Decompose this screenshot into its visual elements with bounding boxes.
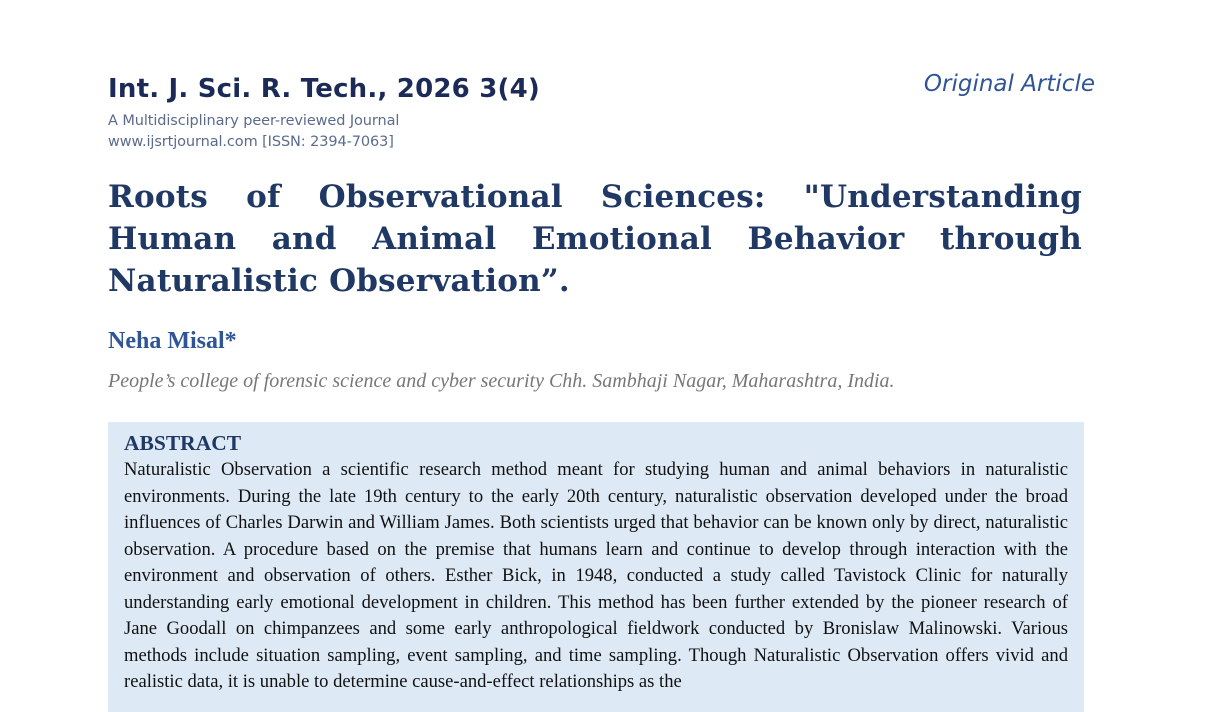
- abstract-box: [108, 422, 1084, 712]
- journal-tagline: A Multidisciplinary peer-reviewed Journal: [108, 113, 400, 129]
- author-affiliation: People’s college of forensic science and cyber security Chh. Sambhaji Nagar, Maharashtra, India.: [108, 370, 895, 392]
- author-name: Neha Misal*: [108, 328, 237, 354]
- paper-title: Roots of Observational Sciences: "Understanding Human and Animal Emotional Behavior through Naturalistic Observation”.: [108, 179, 1082, 299]
- abstract-heading: ABSTRACT: [124, 431, 242, 455]
- journal-title: Int. J. Sci. R. Tech., 2026 3(4): [108, 74, 540, 104]
- abstract-text: Naturalistic Observation a scientific research method meant for studying human and animal behaviors in naturalistic environments. During the late 19th century to the early 20th century, naturalistic observation developed under the broad influences of Charles Darwin and William James. Both scientists urged that behavior can be known only by direct, naturalistic observation. A procedure based on the premise that humans learn and continue to develop through interaction with the environment and observation of others. Esther Bick, in 1948, conducted a study called Tavistock Clinic for naturally understanding early emotional development in children. This method has been further extended by the pioneer research of Jane Goodall on chimpanzees and some early anthropological fieldwork conducted by Bronislaw Malinowski. Various methods include situation sampling, event sampling, and time sampling. Though Naturalistic Observation offers vivid and realistic data, it is unable to determine cause-and-effect relationships as the: [124, 459, 1068, 692]
- article-type-label: Original Article: [923, 71, 1095, 97]
- journal-website: www.ijsrtjournal.com [ISSN: 2394-7063]: [108, 134, 394, 150]
